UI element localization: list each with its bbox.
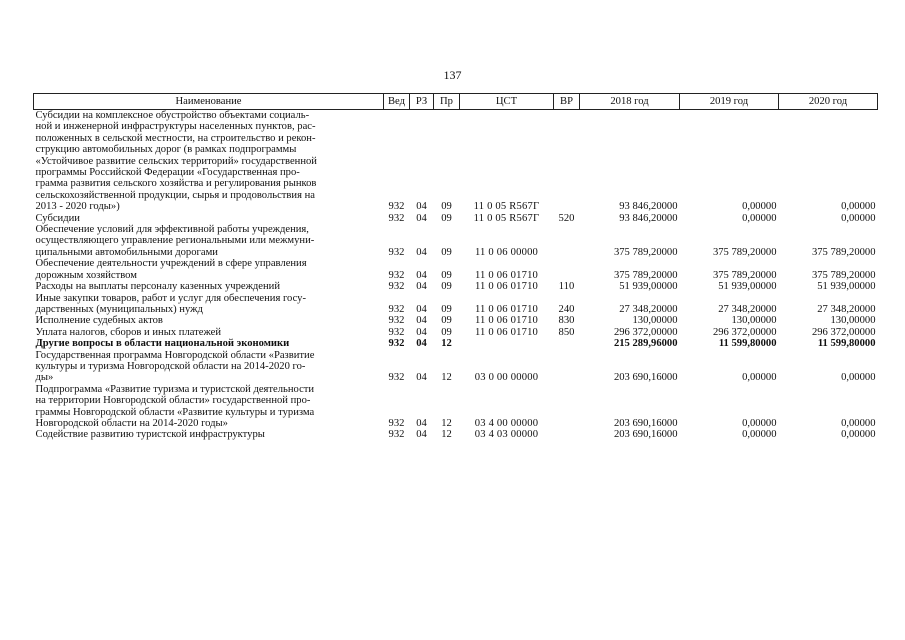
- row-2018-cell: 375 789,20000: [613, 269, 678, 281]
- budget-table: [33, 93, 878, 441]
- table-body: [34, 110, 878, 441]
- col-header-rz: РЗ: [410, 94, 434, 110]
- row-rz-cell: 04: [416, 303, 427, 315]
- col-header-ved: Вед: [384, 94, 410, 110]
- row-vr-cell: 850: [558, 326, 575, 338]
- row-2019-cell: 0,00000: [742, 417, 777, 429]
- row-2018-cell: 130,00000: [632, 315, 678, 327]
- row-cst-cell: 11 0 06 01710: [474, 303, 539, 315]
- row-name-cell: Обеспечение условий для эффективной работы учреждения, осуществляющего управление региональными или межмуни- ципальными автомобильными дорогами: [35, 224, 315, 258]
- row-vr-cell: 830: [558, 315, 575, 327]
- row-pr-cell: 09: [441, 269, 452, 281]
- table-row: [34, 384, 878, 430]
- row-name-cell: Подпрограмма «Развитие туризма и туристской деятельности на территории Новгородской области» государственной про- граммы Новгородской области «Развитие культуры и туризма Новгородской области на 2014-2020 годы»: [35, 383, 315, 429]
- row-2020-cell: 0,00000: [841, 201, 876, 213]
- row-2020-cell: 130,00000: [830, 315, 876, 327]
- row-vr-cell: [554, 384, 580, 430]
- table-row: [34, 338, 878, 349]
- row-2019-cell: 0,00000: [742, 429, 777, 441]
- row-2019-cell: 130,00000: [731, 315, 777, 327]
- row-name-cell: Содействие развитию туристской инфраструктуры: [35, 429, 265, 441]
- row-2018-cell: 375 789,20000: [613, 246, 678, 258]
- row-pr-cell: 09: [441, 326, 452, 338]
- col-header-name: Наименование: [34, 94, 384, 110]
- row-2018-cell: 93 846,20000: [619, 201, 678, 213]
- row-2020-cell: 375 789,20000: [811, 246, 876, 258]
- row-vr-cell: 110: [558, 281, 575, 293]
- row-name-cell: Исполнение судебных актов: [35, 315, 163, 327]
- row-name-cell: Другие вопросы в области национальной экономики: [35, 338, 290, 350]
- row-rz-cell: 04: [416, 315, 427, 327]
- row-cst-cell: 11 0 05 R567Г: [473, 201, 540, 213]
- row-rz-cell: 04: [416, 417, 427, 429]
- table-row: [34, 315, 878, 326]
- row-ved-cell: 932: [388, 303, 405, 315]
- row-name-cell: Субсидии на комплексное обустройство объектами социаль- ной и инженерной инфраструктуры населенных пунктов, рас- положенных в сельской местности, на строительство и рекон- струкцию автомобильных дорог (в рамках подпрограммы «Устойчивое развитие сельских территорий» государственной программы Российской Федерации «Государственная про- грамма развития сельского хозяйства и регулирования рынков сельскохозяйственной продукции, сырья и продовольствия на 2013 - 2020 годы»): [35, 110, 317, 213]
- table-header-row: [34, 94, 878, 110]
- page-number: 137: [443, 68, 462, 82]
- row-rz-cell: 04: [416, 338, 427, 350]
- row-pr-cell: 12: [441, 429, 452, 441]
- table-row: [34, 429, 878, 440]
- col-header-vr: ВР: [554, 94, 580, 110]
- row-vr-cell: 520: [558, 212, 575, 224]
- row-name-cell: Обеспечение деятельности учреждений в сфере управления дорожным хозяйством: [35, 258, 307, 281]
- row-2018-cell: 203 690,16000: [613, 417, 678, 429]
- row-2020-cell: 0,00000: [841, 417, 876, 429]
- row-2018-cell: 27 348,20000: [619, 303, 678, 315]
- row-rz-cell: 04: [416, 281, 427, 293]
- row-ved-cell: 932: [388, 429, 405, 441]
- table-row: [34, 281, 878, 292]
- row-2019-cell: 27 348,20000: [718, 303, 777, 315]
- row-pr-cell: 09: [441, 315, 452, 327]
- row-2018-cell: 93 846,20000: [619, 212, 678, 224]
- row-vr-cell: [554, 338, 580, 349]
- row-cst-cell: 11 0 05 R567Г: [473, 212, 540, 224]
- row-pr-cell: 12: [441, 372, 452, 384]
- row-2019-cell: 375 789,20000: [712, 269, 777, 281]
- row-pr-cell: 09: [441, 281, 452, 293]
- row-name-cell: Государственная программа Новгородской области «Развитие культуры и туризма Новгородской области на 2014-2020 го- ды»: [35, 349, 315, 384]
- col-header-2019: 2019 год: [680, 94, 779, 110]
- row-name-cell: Иные закупки товаров, работ и услуг для обеспечения госу- дарственных (муниципальных) нужд: [35, 292, 307, 315]
- row-ved-cell: 932: [388, 269, 405, 281]
- row-2020-cell: 51 939,00000: [817, 281, 876, 293]
- row-2020-cell: 27 348,20000: [817, 303, 876, 315]
- row-rz-cell: 04: [416, 201, 427, 213]
- col-header-pr: Пр: [434, 94, 460, 110]
- row-2018-cell: 51 939,00000: [619, 281, 678, 293]
- row-name-cell: Уплата налогов, сборов и иных платежей: [35, 326, 222, 338]
- row-ved-cell: 932: [388, 201, 405, 213]
- row-name-cell: Расходы на выплаты персоналу казенных учреждений: [35, 281, 280, 293]
- row-2019-cell: 0,00000: [742, 212, 777, 224]
- row-cst-cell: 11 0 06 01710: [474, 315, 539, 327]
- row-pr-cell: 09: [441, 212, 452, 224]
- row-2018-cell: 215 289,96000: [613, 338, 678, 350]
- row-cst-cell: 03 4 03 00000: [474, 429, 539, 441]
- row-2018-cell: 203 690,16000: [613, 429, 678, 441]
- row-pr-cell: 12: [441, 338, 452, 350]
- row-cst-cell: 11 0 06 01710: [474, 326, 539, 338]
- row-2019-cell: 11 599,80000: [718, 338, 777, 350]
- row-vr-cell: [554, 224, 580, 258]
- table-row: [34, 327, 878, 338]
- row-vr-cell: [554, 350, 580, 384]
- row-rz-cell: 04: [416, 269, 427, 281]
- row-2020-cell: 375 789,20000: [811, 269, 876, 281]
- row-vr-cell: [554, 429, 580, 440]
- row-2019-cell: 296 372,00000: [712, 326, 777, 338]
- table-row: [34, 293, 878, 316]
- table-row: [34, 258, 878, 281]
- row-cst-cell: 03 4 00 00000: [474, 417, 539, 429]
- row-rz-cell: 04: [416, 246, 427, 258]
- row-2020-cell: 0,00000: [841, 429, 876, 441]
- table-row: [34, 350, 878, 384]
- row-2019-cell: 0,00000: [742, 372, 777, 384]
- row-2019-cell: 375 789,20000: [712, 246, 777, 258]
- row-ved-cell: 932: [388, 326, 405, 338]
- col-header-2020: 2020 год: [779, 94, 878, 110]
- row-cst-cell: 11 0 06 01710: [474, 281, 539, 293]
- table-row: [34, 224, 878, 258]
- row-2019-cell: 51 939,00000: [718, 281, 777, 293]
- row-pr-cell: 12: [441, 417, 452, 429]
- row-rz-cell: 04: [416, 429, 427, 441]
- row-ved-cell: 932: [388, 246, 405, 258]
- row-2019-cell: 0,00000: [742, 201, 777, 213]
- row-2020-cell: 0,00000: [841, 212, 876, 224]
- row-2018-cell: 296 372,00000: [613, 326, 678, 338]
- row-name-cell: Субсидии: [35, 212, 80, 224]
- row-cst-cell: 11 0 06 00000: [474, 246, 539, 258]
- row-2020-cell: 0,00000: [841, 372, 876, 384]
- row-pr-cell: 09: [441, 246, 452, 258]
- row-2020-cell: 296 372,00000: [811, 326, 876, 338]
- row-ved-cell: 932: [388, 315, 405, 327]
- row-ved-cell: 932: [388, 212, 405, 224]
- row-vr-cell: [554, 258, 580, 281]
- row-ved-cell: 932: [388, 281, 405, 293]
- row-ved-cell: 932: [388, 372, 405, 384]
- row-rz-cell: 04: [416, 372, 427, 384]
- table-row: [34, 110, 878, 213]
- row-pr-cell: 09: [441, 303, 452, 315]
- row-2020-cell: 11 599,80000: [817, 338, 876, 350]
- row-rz-cell: 04: [416, 212, 427, 224]
- row-rz-cell: 04: [416, 326, 427, 338]
- row-2018-cell: 203 690,16000: [613, 372, 678, 384]
- table-row: [34, 213, 878, 224]
- col-header-cst: ЦСТ: [460, 94, 554, 110]
- row-ved-cell: 932: [388, 338, 405, 350]
- row-ved-cell: 932: [388, 417, 405, 429]
- row-cst-cell: 11 0 06 01710: [474, 269, 539, 281]
- row-vr-cell: [554, 110, 580, 213]
- row-vr-cell: 240: [558, 303, 575, 315]
- row-cst-cell: [460, 338, 554, 349]
- row-cst-cell: 03 0 00 00000: [474, 372, 539, 384]
- col-header-2018: 2018 год: [580, 94, 680, 110]
- row-pr-cell: 09: [441, 201, 452, 213]
